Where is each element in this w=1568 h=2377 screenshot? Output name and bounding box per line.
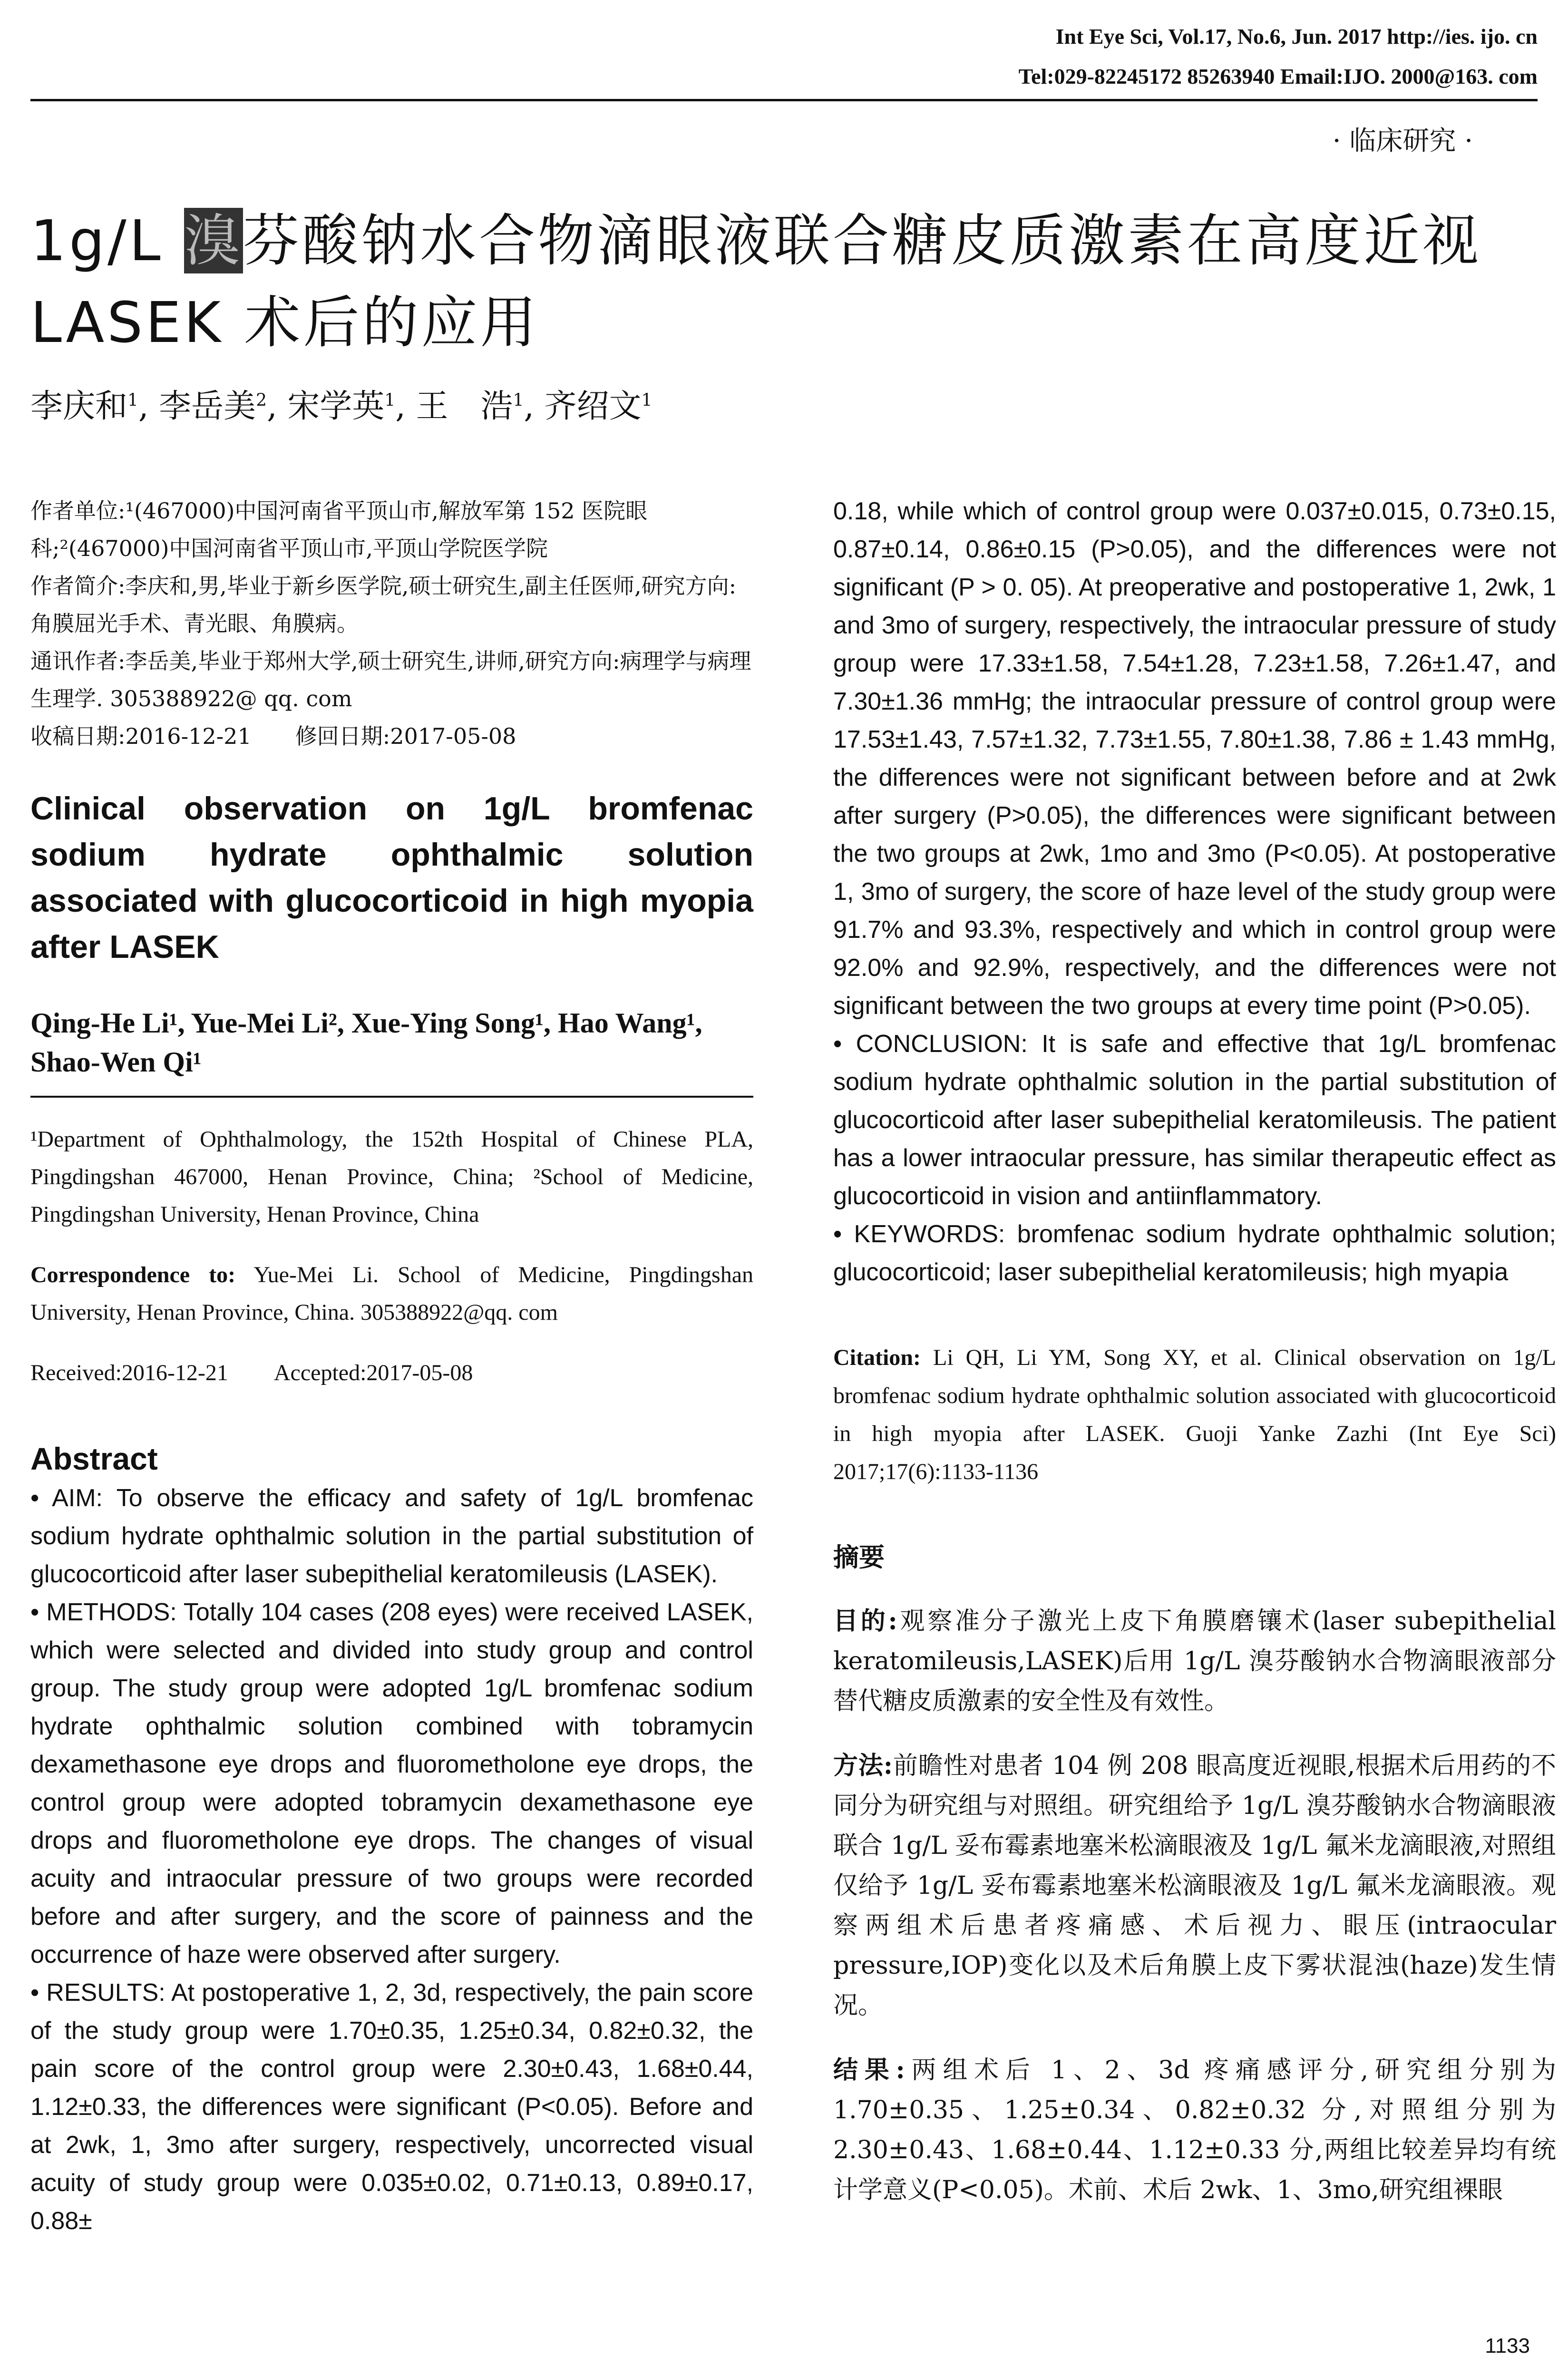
cn-results-label: 结果: <box>833 2056 905 2085</box>
header-rule <box>30 99 1538 101</box>
title-part2: 芬酸钠水合物滴眼液联合糖皮质激素在高度近视 LASEK 术后的应用 <box>30 208 1482 355</box>
running-header <box>30 24 1538 105</box>
cn-dates: 收稿日期:2016-12-21 修回日期:2017-05-08 <box>30 723 516 749</box>
citation <box>833 1339 1556 1491</box>
cn-author-info <box>30 492 753 755</box>
abstract-keywords: • KEYWORDS: bromfenac sodium hydrate ophthalmic solution; glucocorticoid; laser subepithelial keratomileusis; high myapia <box>833 1220 1556 1286</box>
cn-aim-text: 观察准分子激光上皮下角膜磨镶术(laser subepithelial keratomileusis,LASEK)后用 1g/L 溴芬酸钠水合物滴眼液部分替代糖皮质激素的安全性及有效性。 <box>833 1607 1556 1715</box>
abstract-results-part1: • RESULTS: At postoperative 1, 2, 3d, respectively, the pain score of the study group were 1.70±0.35, 1.25±0.34, 0.82±0.32, the pain score of the control group were 2.30±0.43, 1.68±0.44, 1.12±0.33, the differences were significant (P<0.05). Before and at 2wk, 1, 3mo after surgery, respectively, uncorrected visual acuity of study group were 0.035±0.02, 0.71±0.13, 0.89±0.17, 0.88± <box>30 1979 753 2235</box>
cn-methods-text: 前瞻性对患者 104 例 208 眼高度近视眼,根据术后用药的不同分为研究组与对照组。研究组给予 1g/L 溴芬酸钠水合物滴眼液联合 1g/L 妥布霉素地塞米松滴眼液及 1g/L 氟米龙滴眼液,对照组仅给予 1g/L 妥布霉素地塞米松滴眼液及 1g/L 氟米龙滴眼液。观察两组术后患者疼痛感、术后视力、眼压(intraocular pressure,IOP)变化以及术后角膜上皮下雾状混浊(haze)发生情况。 <box>833 1752 1556 2020</box>
citation-label: Citation: <box>833 1345 921 1370</box>
author-affiliation-mark: 1 <box>127 390 138 410</box>
cn-results-text: 两组术后 1、2、3d 疼痛感评分,研究组分别为 1.70±0.35、1.25±0.34、0.82±0.32 分,对照组分别为 2.30±0.43、1.68±0.44、1.12±0.33 分,两组比较差异均有统计学意义(P<0.05)。术前、术后 2wk、1、3mo,研究组裸眼 <box>833 2056 1556 2204</box>
author-name: 宋学英 <box>287 388 385 425</box>
cn-abstract-aim <box>833 1601 1556 1721</box>
cn-corresponding-author: 通讯作者:李岳美,毕业于郑州大学,硕士研究生,讲师,研究方向:病理学与病理生理学. 305388922@ qq. com <box>30 648 751 711</box>
cn-affiliation: 作者单位:¹(467000)中国河南省平顶山市,解放军第 152 医院眼科;²(467000)中国河南省平顶山市,平顶山学院医学院 <box>30 498 648 561</box>
cn-abstract-methods <box>833 1746 1556 2026</box>
abstract-conclusion: • CONCLUSION: It is safe and effective that 1g/L bromfenac sodium hydrate ophthalmic solution in the partial substitution of glucocorticoid after laser subepithelial keratomileusis. The patient has a lower intraocular pressure, has similar therapeutic effect as glucocorticoid in vision and antiinflammatory. <box>833 1030 1556 1210</box>
cn-author-bio: 作者简介:李庆和,男,毕业于新乡医学院,硕士研究生,副主任医师,研究方向:角膜屈光手术、青光眼、角膜病。 <box>30 573 737 636</box>
abstract-body-left <box>30 1479 753 2240</box>
author-name: 齐绍文 <box>544 388 642 425</box>
cn-abstract-body <box>833 1601 1556 2210</box>
cn-abstract-heading: 摘要 <box>833 1542 885 1572</box>
title-highlighted-char: 溴 <box>184 208 243 273</box>
affiliation-departments: ¹Department of Ophthalmology, the 152th Hospital of Chinese PLA, Pingdingshan 467000, Henan Province, China; ²School of Medicine, Pingdingshan University, Henan Province, China <box>30 1127 753 1227</box>
author-name: 李庆和 <box>30 388 128 425</box>
received-accepted-dates: Received:2016-12-21 Accepted:2017-05-08 <box>30 1360 473 1385</box>
author-name: 王 浩 <box>416 388 513 425</box>
cn-aim-label: 目的: <box>833 1607 897 1636</box>
section-label: · 临床研究 · <box>1332 126 1473 156</box>
article-title <box>30 200 1538 363</box>
author-affiliation-mark: 1 <box>384 390 396 410</box>
author-affiliation-mark: 1 <box>513 390 524 410</box>
title-part1: 1g/L <box>30 208 184 273</box>
abstract-results-part2: 0.18, while which of control group were 0.037±0.015, 0.73±0.15, 0.87±0.14, 0.86±0.15 (P>0.05), and the differences were not significant (P > 0. 05). At preoperative and postoperative 1, 2wk, 1 and 3mo of surgery, respectively, the intraocular pressure of study group were 17.33±1.58, 7.54±1.28, 7.23±1.58, 7.26±1.47, and 7.30±1.36 mmHg; the intraocular pressure of control group were 17.53±1.43, 7.57±1.32, 7.73±1.55, 7.80±1.38, 7.86 ± 1.43 mmHg, the differences were not significant between before and at 2wk after surgery (P>0.05), the differences were significant between the two groups at 2wk, 1mo and 3mo (P<0.05). At postoperative 1, 3mo of surgery, the score of haze level of the study group were 91.7% and 93.3%, respectively and which in control group were 92.0% and 92.9%, respectively, and the differences were not significant between the two groups at every time point (P>0.05). <box>833 497 1556 1020</box>
english-affiliation <box>30 1120 753 1392</box>
abstract-methods: • METHODS: Totally 104 cases (208 eyes) were received LASEK, which were selected and divided into study group and control group. The study group were adopted 1g/L bromfenac sodium hydrate ophthalmic solution combined with tobramycin dexamethasone eye drops and fluorometholone eye drops, the control group were adopted tobramycin dexamethasone eye drops and fluorometholone eye drops. The changes of visual acuity and intraocular pressure of two groups were recorded before and after surgery, and the score of painness and the occurrence of haze were observed after surgery. <box>30 1598 753 1968</box>
abstract-heading: Abstract <box>30 1441 158 1476</box>
author-affiliation-mark: 1 <box>641 390 653 410</box>
author-divider <box>30 1096 753 1098</box>
correspondence-label: Correspondence to: <box>30 1262 236 1287</box>
abstract-aim: • AIM: To observe the efficacy and safety of 1g/L bromfenac sodium hydrate ophthalmic solution in the partial substitution of glucocorticoid after laser subepithelial keratomileusis (LASEK). <box>30 1484 753 1588</box>
contact-info-line: Tel:029-82245172 85263940 Email:IJO. 2000@163. com <box>1018 64 1538 88</box>
correspondence <box>30 1256 753 1331</box>
correspondence-text: Yue-Mei Li. School of Medicine, Pingdingshan University, Henan Province, China. 305388922@qq. com <box>30 1262 754 1325</box>
left-column <box>30 492 753 2240</box>
citation-text: Li QH, Li YM, Song XY, et al. Clinical observation on 1g/L bromfenac sodium hydrate ophthalmic solution associated with glucocorticoid in high myopia after LASEK. Guoji Yanke Zazhi (Int Eye Sci) 2017;17(6):1133-1136 <box>833 1345 1556 1484</box>
abstract-body-right <box>833 492 1556 1291</box>
right-column <box>833 492 1556 2235</box>
author-list: 李庆和$^1$, 李岳美$^2$, 宋学英$^1$, 王 浩$^1$, 齐绍文$^1$ <box>30 388 653 425</box>
cn-methods-label: 方法: <box>833 1751 893 1780</box>
page-number: 1133 <box>1485 2334 1530 2358</box>
author-name: 李岳美 <box>159 388 256 425</box>
english-authors: Qing-He Li¹, Yue-Mei Li², Xue-Ying Song¹, Hao Wang¹, Shao-Wen Qi¹ <box>30 1007 702 1078</box>
cn-abstract-results <box>833 2050 1556 2210</box>
english-title: Clinical observation on 1g/L bromfenac sodium hydrate ophthalmic solution associated with glucocorticoid in high myopia after LASEK <box>30 790 753 965</box>
author-affiliation-mark: 2 <box>256 390 267 410</box>
journal-info-line: Int Eye Sci, Vol.17, No.6, Jun. 2017 http://ies. ijo. cn <box>1055 24 1538 49</box>
